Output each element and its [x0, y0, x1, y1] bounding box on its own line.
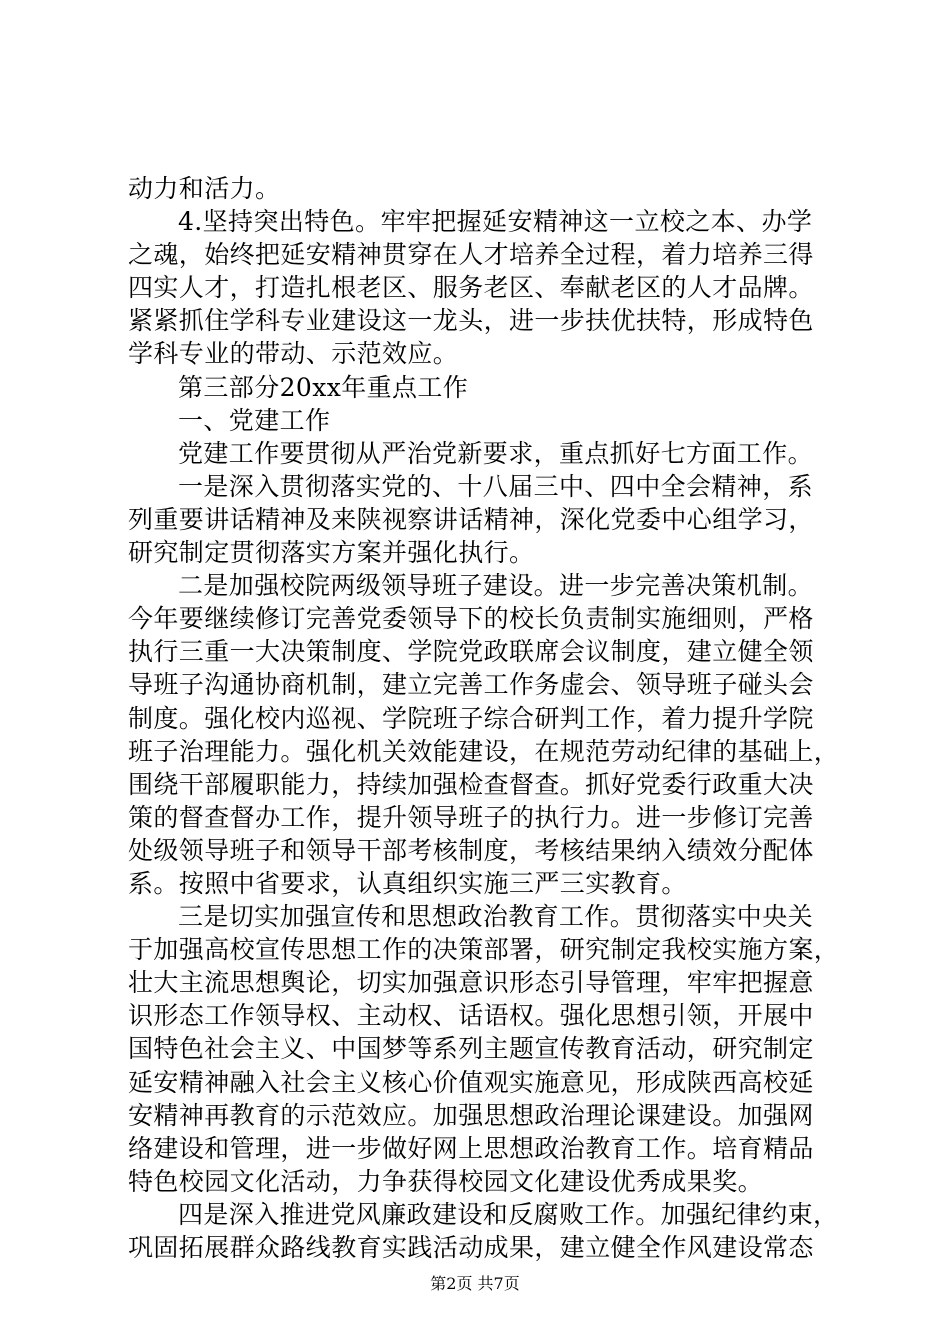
text-line: 二是加强校院两级领导班子建设。进一步完善决策机制。: [178, 571, 814, 601]
text-line: 班子治理能力。强化机关效能建设，在规范劳动纪律的基础上，: [128, 736, 840, 766]
text-line: 研究制定贯彻落实方案并强化执行。: [128, 538, 535, 568]
text-line: 执行三重一大决策制度、学院党政联席会议制度，建立健全领: [128, 637, 814, 667]
text-line: 特色校园文化活动，力争获得校园文化建设优秀成果奖。: [128, 1166, 764, 1196]
text-line: 四实人才，打造扎根老区、服务老区、奉献老区的人才品牌。: [128, 273, 814, 303]
text-line: 巩固拓展群众路线教育实践活动成果，建立健全作风建设常态: [128, 1233, 814, 1262]
text-line: 之魂，始终把延安精神贯穿在人才培养全过程，着力培养三得: [128, 240, 814, 270]
text-line: 三是切实加强宣传和思想政治教育工作。贯彻落实中央关: [178, 902, 814, 932]
text-line: 党建工作要贯彻从严治党新要求，重点抓好七方面工作。: [178, 438, 814, 468]
text-line: 列重要讲话精神及来陕视察讲话精神，深化党委中心组学习，: [128, 504, 814, 534]
text-line: 4.坚持突出特色。牢牢把握延安精神这一立校之本、办学: [178, 207, 813, 237]
text-line: 四是深入推进党风廉政建设和反腐败工作。加强纪律约束，: [178, 1199, 839, 1229]
text-line: 于加强高校宣传思想工作的决策部署，研究制定我校实施方案，: [128, 935, 840, 965]
text-line: 今年要继续修订完善党委领导下的校长负责制实施细则，严格: [128, 604, 814, 634]
text-line: 动力和活力。: [128, 174, 281, 203]
text-line: 络建设和管理，进一步做好网上思想政治教育工作。培育精品: [128, 1133, 814, 1163]
page-number: 第2页 共7页: [430, 1274, 520, 1293]
text-line: 国特色社会主义、中国梦等系列主题宣传教育活动，研究制定: [128, 1034, 814, 1064]
text-line: 策的督查督办工作，提升领导班子的执行力。进一步修订完善: [128, 802, 814, 832]
section-heading: 第三部分20xx年重点工作: [178, 372, 469, 402]
text-line: 制度。强化校内巡视、学院班子综合研判工作，着力提升学院: [128, 703, 814, 733]
text-line: 紧紧抓住学科专业建设这一龙头，进一步扶优扶特，形成特色: [128, 306, 814, 336]
text-line: 学科专业的带动、示范效应。: [128, 339, 459, 369]
text-line: 一是深入贯彻落实党的、十八届三中、四中全会精神，系: [178, 471, 814, 501]
subsection-heading: 一、党建工作: [178, 405, 331, 435]
text-line: 系。按照中省要求，认真组织实施三严三实教育。: [128, 868, 687, 898]
text-line: 识形态工作领导权、主动权、话语权。强化思想引领，开展中: [128, 1001, 814, 1031]
text-line: 壮大主流思想舆论，切实加强意识形态引导管理，牢牢把握意: [128, 968, 814, 998]
text-line: 安精神再教育的示范效应。加强思想政治理论课建设。加强网: [128, 1100, 814, 1130]
text-line: 围绕干部履职能力，持续加强检查督查。抓好党委行政重大决: [128, 769, 814, 799]
text-line: 延安精神融入社会主义核心价值观实施意见，形成陕西高校延: [128, 1067, 814, 1097]
text-line: 导班子沟通协商机制，建立完善工作务虚会、领导班子碰头会: [128, 670, 814, 700]
document-body: [128, 172, 840, 1264]
text-line: 处级领导班子和领导干部考核制度，考核结果纳入绩效分配体: [128, 835, 814, 865]
page-footer: [0, 1274, 950, 1294]
